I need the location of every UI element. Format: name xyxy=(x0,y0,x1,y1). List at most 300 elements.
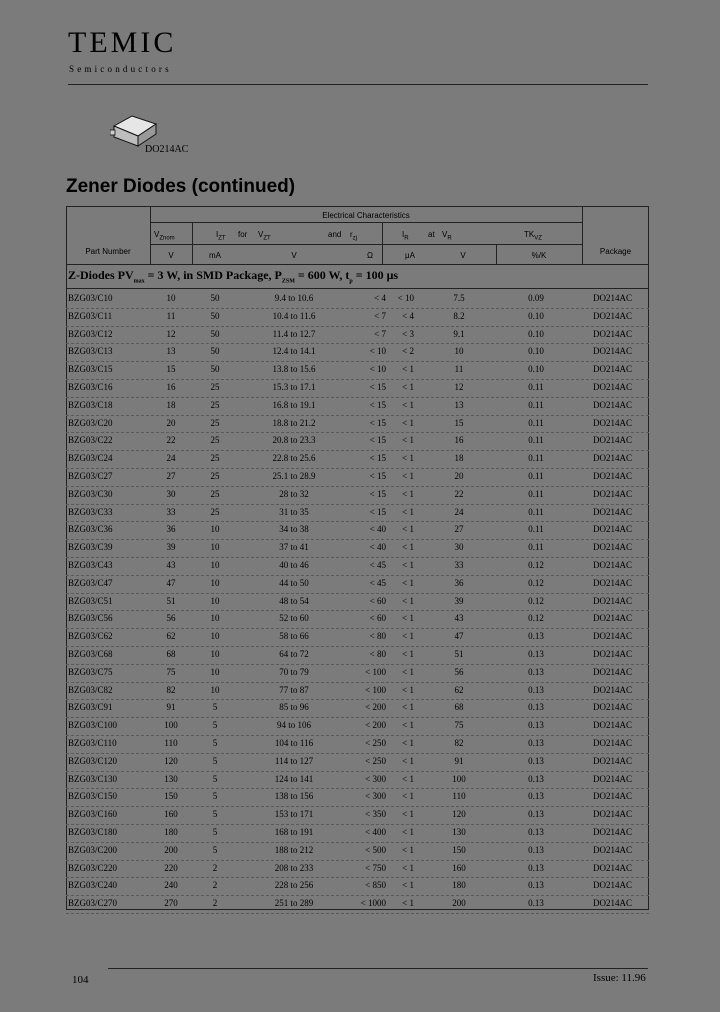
cell-rzj: < 850 xyxy=(365,880,386,891)
cell-vzt-range: 34 to 38 xyxy=(279,524,309,535)
cell-tk: 0.10 xyxy=(528,310,544,321)
cell-part-number: BZG03/C12 xyxy=(68,328,113,339)
cell-rzj: < 15 xyxy=(369,382,386,392)
group-title-sub3: p xyxy=(349,278,353,285)
table-row xyxy=(66,788,649,807)
cell-izt: 25 xyxy=(210,435,220,446)
cell-part-number: BZG03/C100 xyxy=(68,720,118,731)
rule-under-group xyxy=(66,288,649,289)
cell-part-number: BZG03/C43 xyxy=(68,560,113,570)
brand-logo: TEMIC xyxy=(68,26,177,59)
cell-ir: < 1 xyxy=(402,720,414,731)
cell-rzj: < 100 xyxy=(365,666,386,677)
table-row xyxy=(66,717,649,736)
cell-package: DO214AC xyxy=(592,613,632,624)
header-for: for xyxy=(238,230,248,239)
cell-rzj: < 200 xyxy=(365,702,386,713)
rule-under-units xyxy=(66,264,649,265)
cell-tk: 0.11 xyxy=(528,399,544,410)
table-row xyxy=(66,628,649,647)
header-rule xyxy=(68,84,648,85)
brand-subtitle: Semiconductors xyxy=(69,64,172,74)
table-row xyxy=(66,593,649,612)
cell-rzj: < 200 xyxy=(365,720,386,731)
cell-ir: < 4 xyxy=(402,310,414,321)
cell-rzj: < 750 xyxy=(365,862,386,873)
cell-part-number: BZG03/C110 xyxy=(68,738,117,748)
cell-vr: 24 xyxy=(454,506,464,517)
header-izt-symbol: I xyxy=(216,230,219,239)
cell-izt: 10 xyxy=(210,631,220,642)
cell-package: DO214AC xyxy=(592,791,632,802)
header-vzt-sub: ZT xyxy=(263,235,271,242)
cell-tk: 0.13 xyxy=(528,649,544,659)
header-tk xyxy=(524,230,542,242)
table-row xyxy=(66,735,649,754)
cell-vr: 82 xyxy=(454,738,464,748)
cell-package: DO214AC xyxy=(592,809,632,820)
cell-package: DO214AC xyxy=(592,328,632,339)
cell-vr: 9.1 xyxy=(453,328,465,339)
cell-part-number: BZG03/C120 xyxy=(68,755,118,766)
cell-package: DO214AC xyxy=(592,399,632,410)
cell-izt: 5 xyxy=(212,738,218,748)
cell-izt: 25 xyxy=(210,488,220,499)
cell-package: DO214AC xyxy=(592,862,632,873)
cell-vz-nom: 160 xyxy=(164,809,178,820)
cell-package: DO214AC xyxy=(592,827,632,837)
cell-package: DO214AC xyxy=(592,364,632,375)
table-row xyxy=(66,557,649,576)
cell-vz-nom: 270 xyxy=(164,898,178,909)
cell-vzt-range: 37 to 41 xyxy=(279,542,309,553)
cell-package: DO214AC xyxy=(592,666,632,677)
cell-izt: 2 xyxy=(212,862,218,873)
cell-vzt-range: 70 to 79 xyxy=(279,666,309,677)
cell-izt: 10 xyxy=(210,560,220,570)
cell-package: DO214AC xyxy=(592,898,632,909)
cell-vr: 16 xyxy=(454,435,464,446)
cell-izt: 10 xyxy=(210,649,220,659)
cell-tk: 0.13 xyxy=(528,666,544,677)
cell-vz-nom: 10 xyxy=(166,293,176,303)
cell-vz-nom: 27 xyxy=(166,471,176,481)
cell-part-number: BZG03/C13 xyxy=(68,346,113,357)
group-title-a: Z-Diodes PV xyxy=(68,268,134,282)
cell-vz-nom: 12 xyxy=(166,328,176,339)
cell-izt: 25 xyxy=(210,506,220,517)
cell-package: DO214AC xyxy=(592,435,632,446)
cell-vz-nom: 39 xyxy=(166,542,176,553)
cell-vzt-range: 11.4 to 12.7 xyxy=(272,328,316,339)
cell-vz-nom: 11 xyxy=(166,310,176,321)
cell-vz-nom: 36 xyxy=(166,524,176,535)
cell-tk: 0.09 xyxy=(528,293,544,303)
cell-vzt-range: 52 to 60 xyxy=(279,613,309,624)
cell-package: DO214AC xyxy=(592,880,632,891)
header-vznom-symbol: V xyxy=(154,230,160,239)
cell-izt: 5 xyxy=(212,791,218,802)
cell-vr: 120 xyxy=(452,809,466,820)
cell-rzj: < 60 xyxy=(369,595,386,606)
cell-vr: 91 xyxy=(454,755,464,766)
cell-ir: < 1 xyxy=(402,755,414,766)
table-row xyxy=(66,895,649,914)
cell-part-number: BZG03/C240 xyxy=(68,880,118,891)
cell-izt: 10 xyxy=(210,577,220,588)
header-rzj xyxy=(350,230,357,242)
table-row xyxy=(66,468,649,487)
header-rzj-symbol: r xyxy=(350,230,353,239)
cell-vzt-range: 208 to 233 xyxy=(274,862,314,873)
cell-part-number: BZG03/C130 xyxy=(68,773,118,784)
cell-ir: < 1 xyxy=(402,666,414,677)
cell-ir: < 1 xyxy=(402,809,414,820)
header-part-number: Part Number xyxy=(85,247,131,256)
cell-ir: < 1 xyxy=(402,595,414,606)
table-row xyxy=(66,397,649,416)
cell-rzj: < 300 xyxy=(365,791,386,802)
cell-rzj: < 7 xyxy=(374,328,386,339)
table-row xyxy=(66,575,649,594)
cell-part-number: BZG03/C39 xyxy=(68,542,113,553)
cell-vr: 160 xyxy=(452,862,466,873)
cell-izt: 50 xyxy=(210,346,220,357)
cell-ir: < 1 xyxy=(402,524,414,535)
cell-rzj: < 40 xyxy=(369,542,386,553)
cell-tk: 0.13 xyxy=(528,898,544,909)
header-vznom xyxy=(154,230,175,242)
cell-tk: 0.11 xyxy=(528,506,544,517)
cell-package: DO214AC xyxy=(592,310,632,321)
cell-izt: 25 xyxy=(210,453,220,464)
cell-vr: 30 xyxy=(454,542,464,553)
cell-tk: 0.12 xyxy=(528,595,544,606)
cell-vzt-range: 10.4 to 11.6 xyxy=(272,310,316,321)
cell-vr: 200 xyxy=(452,898,466,909)
cell-vz-nom: 150 xyxy=(164,791,178,802)
cell-vz-nom: 51 xyxy=(166,595,176,606)
cell-izt: 10 xyxy=(210,613,220,624)
table-row xyxy=(66,842,649,861)
cell-vz-nom: 47 xyxy=(166,577,176,588)
cell-ir: < 1 xyxy=(402,577,414,588)
cell-package: DO214AC xyxy=(592,293,632,303)
cell-vz-nom: 130 xyxy=(164,773,178,784)
table-row xyxy=(66,308,649,327)
cell-vzt-range: 138 to 156 xyxy=(274,791,314,802)
cell-package: DO214AC xyxy=(592,524,632,535)
cell-vz-nom: 62 xyxy=(166,631,176,642)
cell-vzt-range: 20.8 to 23.3 xyxy=(272,435,316,446)
cell-package: DO214AC xyxy=(592,560,632,570)
cell-ir: < 1 xyxy=(402,542,414,553)
cell-part-number: BZG03/C33 xyxy=(68,506,113,517)
table-row xyxy=(66,450,649,469)
cell-vz-nom: 56 xyxy=(166,613,176,624)
cell-vz-nom: 18 xyxy=(166,399,176,410)
cell-tk: 0.13 xyxy=(528,631,544,642)
cell-vz-nom: 82 xyxy=(166,684,176,695)
cell-tk: 0.12 xyxy=(528,613,544,624)
cell-vzt-range: 44 to 50 xyxy=(279,577,309,588)
cell-vz-nom: 91 xyxy=(166,702,176,713)
table-row xyxy=(66,877,649,896)
cell-izt: 10 xyxy=(210,524,220,535)
cell-vz-nom: 75 xyxy=(166,666,176,677)
cell-vr: 20 xyxy=(454,471,464,481)
cell-izt: 50 xyxy=(210,364,220,375)
header-and: and xyxy=(328,230,342,239)
header-izt-sub: ZT xyxy=(218,235,226,242)
cell-vr: 100 xyxy=(452,773,466,784)
cell-tk: 0.12 xyxy=(528,577,544,588)
cell-rzj: < 10 xyxy=(369,346,386,357)
cell-tk: 0.11 xyxy=(528,382,544,392)
cell-vzt-range: 18.8 to 21.2 xyxy=(272,417,316,428)
cell-vz-nom: 100 xyxy=(164,720,178,731)
cell-tk: 0.10 xyxy=(528,346,544,357)
issue-date: Issue: 11.96 xyxy=(593,972,646,984)
table-row xyxy=(66,432,649,451)
cell-ir: < 1 xyxy=(402,827,414,837)
cell-ir: < 1 xyxy=(402,453,414,464)
cell-package: DO214AC xyxy=(592,595,632,606)
cell-vz-nom: 20 xyxy=(166,417,176,428)
cell-tk: 0.13 xyxy=(528,809,544,820)
cell-vr: 150 xyxy=(452,844,466,855)
table-row xyxy=(66,646,649,665)
cell-tk: 0.13 xyxy=(528,755,544,766)
table-row xyxy=(66,664,649,683)
cell-package: DO214AC xyxy=(592,702,632,713)
cell-tk: 0.13 xyxy=(528,791,544,802)
cell-vzt-range: 64 to 72 xyxy=(279,649,309,659)
cell-izt: 2 xyxy=(212,898,218,909)
cell-vzt-range: 85 to 96 xyxy=(279,702,309,713)
cell-vz-nom: 110 xyxy=(164,738,178,748)
cell-ir: < 2 xyxy=(402,346,414,357)
cell-izt: 5 xyxy=(212,702,218,713)
cell-ir: < 1 xyxy=(402,631,414,642)
cell-package: DO214AC xyxy=(592,542,632,553)
cell-rzj: < 7 xyxy=(374,310,386,321)
cell-vzt-range: 114 to 127 xyxy=(274,755,314,766)
cell-rzj: < 400 xyxy=(365,827,386,837)
cell-vr: 75 xyxy=(454,720,464,731)
unit-ir: μA xyxy=(405,251,415,260)
cell-part-number: BZG03/C200 xyxy=(68,844,118,855)
cell-package: DO214AC xyxy=(592,649,632,659)
cell-tk: 0.11 xyxy=(528,542,544,553)
cell-part-number: BZG03/C18 xyxy=(68,399,113,410)
cell-vr: 7.5 xyxy=(453,293,465,303)
table-row xyxy=(66,610,649,629)
cell-rzj: < 45 xyxy=(369,560,386,570)
cell-vzt-range: 40 to 46 xyxy=(279,560,309,570)
table-row xyxy=(66,771,649,790)
cell-izt: 5 xyxy=(212,844,218,855)
unit-tk: %/K xyxy=(531,251,547,260)
cell-ir: < 1 xyxy=(402,399,414,410)
cell-vzt-range: 168 to 191 xyxy=(274,827,314,837)
cell-vz-nom: 22 xyxy=(166,435,176,446)
page-number: 104 xyxy=(72,974,89,986)
cell-rzj: < 10 xyxy=(369,364,386,375)
cell-vz-nom: 30 xyxy=(166,488,176,499)
header-rzj-sub: zj xyxy=(352,235,358,242)
cell-izt: 10 xyxy=(210,595,220,606)
cell-tk: 0.11 xyxy=(528,471,544,481)
cell-vz-nom: 33 xyxy=(166,506,176,517)
cell-izt: 25 xyxy=(210,382,220,392)
header-izt xyxy=(216,230,226,242)
cell-vzt-range: 124 to 141 xyxy=(274,773,314,784)
cell-rzj: < 80 xyxy=(369,649,386,659)
cell-vz-nom: 68 xyxy=(166,649,176,659)
cell-rzj: < 4 xyxy=(374,293,386,303)
cell-ir: < 1 xyxy=(402,435,414,446)
cell-izt: 50 xyxy=(210,310,220,321)
cell-vr: 27 xyxy=(454,524,464,535)
header-ir-symbol: I xyxy=(402,230,405,239)
table-row xyxy=(66,415,649,434)
cell-part-number: BZG03/C160 xyxy=(68,809,118,820)
table-row xyxy=(66,504,649,523)
cell-vzt-range: 22.8 to 25.6 xyxy=(272,453,316,464)
unit-vz: V xyxy=(168,251,174,260)
cell-ir: < 1 xyxy=(402,471,414,481)
cell-ir: < 1 xyxy=(402,773,414,784)
cell-vr: 56 xyxy=(454,666,464,677)
header-tk-symbol: TK xyxy=(524,230,535,239)
cell-vzt-range: 153 to 171 xyxy=(274,809,314,820)
cell-vz-nom: 24 xyxy=(166,453,176,464)
cell-rzj: < 250 xyxy=(365,738,386,748)
cell-tk: 0.11 xyxy=(528,524,544,535)
cell-tk: 0.11 xyxy=(528,417,544,428)
cell-rzj: < 40 xyxy=(369,524,386,535)
cell-vz-nom: 220 xyxy=(164,862,178,873)
cell-rzj: < 80 xyxy=(369,631,386,642)
cell-izt: 50 xyxy=(210,293,220,303)
cell-vz-nom: 200 xyxy=(164,844,178,855)
cell-vr: 130 xyxy=(452,827,466,837)
cell-tk: 0.13 xyxy=(528,827,544,837)
cell-tk: 0.13 xyxy=(528,773,544,784)
cell-vr: 15 xyxy=(454,417,464,428)
cell-part-number: BZG03/C16 xyxy=(68,382,113,392)
cell-vr: 11 xyxy=(454,364,464,375)
cell-ir: < 1 xyxy=(402,844,414,855)
cell-vr: 10 xyxy=(454,346,464,357)
cell-ir: < 1 xyxy=(402,506,414,517)
cell-ir: < 1 xyxy=(402,649,414,659)
cell-rzj: < 15 xyxy=(369,471,386,481)
cell-vr: 62 xyxy=(454,684,464,695)
cell-package: DO214AC xyxy=(592,577,632,588)
cell-part-number: BZG03/C36 xyxy=(68,524,113,535)
cell-vz-nom: 13 xyxy=(166,346,176,357)
unit-vr: V xyxy=(460,251,466,260)
cell-vr: 51 xyxy=(454,649,464,659)
cell-package: DO214AC xyxy=(592,773,632,784)
cell-tk: 0.13 xyxy=(528,862,544,873)
cell-part-number: BZG03/C68 xyxy=(68,649,113,659)
section-title: Zener Diodes (continued) xyxy=(66,176,296,197)
cell-package: DO214AC xyxy=(592,382,632,392)
cell-part-number: BZG03/C51 xyxy=(68,595,113,606)
cell-izt: 10 xyxy=(210,684,220,695)
table-row xyxy=(66,806,649,825)
zener-table xyxy=(66,206,649,910)
cell-part-number: BZG03/C24 xyxy=(68,453,113,464)
cell-vzt-range: 58 to 66 xyxy=(279,631,309,642)
cell-part-number: BZG03/C11 xyxy=(68,310,113,321)
cell-rzj: < 15 xyxy=(369,506,386,517)
cell-rzj: < 15 xyxy=(369,453,386,464)
cell-package: DO214AC xyxy=(592,417,632,428)
cell-part-number: BZG03/C270 xyxy=(68,898,118,909)
table-row xyxy=(66,824,649,843)
cell-vr: 36 xyxy=(454,577,464,588)
cell-part-number: BZG03/C91 xyxy=(68,702,113,713)
cell-tk: 0.11 xyxy=(528,488,544,499)
cell-rzj: < 15 xyxy=(369,435,386,446)
package-label: DO214AC xyxy=(145,144,189,155)
table-row xyxy=(66,326,649,345)
cell-vzt-range: 12.4 to 14.1 xyxy=(272,346,316,357)
cell-rzj: < 15 xyxy=(369,488,386,499)
cell-ir: < 1 xyxy=(402,417,414,428)
cell-vr: 22 xyxy=(454,488,464,499)
cell-izt: 50 xyxy=(210,328,220,339)
cell-package: DO214AC xyxy=(592,488,632,499)
cell-ir: < 1 xyxy=(402,862,414,873)
header-vr xyxy=(442,230,452,242)
cell-vz-nom: 180 xyxy=(164,827,178,837)
cell-izt: 5 xyxy=(212,773,218,784)
cell-izt: 10 xyxy=(210,666,220,677)
cell-ir: < 1 xyxy=(402,880,414,891)
group-title-c: = 600 W, t xyxy=(294,268,350,282)
cell-ir: < 1 xyxy=(402,684,414,695)
cell-ir: < 1 xyxy=(402,488,414,499)
cell-ir: < 1 xyxy=(402,791,414,802)
cell-vr: 13 xyxy=(454,399,464,410)
cell-vzt-range: 104 to 116 xyxy=(274,738,314,748)
cell-vr: 12 xyxy=(454,382,464,392)
cell-vzt-range: 251 to 289 xyxy=(274,898,314,909)
cell-tk: 0.13 xyxy=(528,880,544,891)
cell-rzj: < 350 xyxy=(365,809,386,820)
cell-vr: 47 xyxy=(454,631,464,642)
cell-tk: 0.13 xyxy=(528,738,544,748)
cell-tk: 0.11 xyxy=(528,453,544,464)
group-title-d: = 100 μs xyxy=(352,268,399,282)
header-ir-sub: R xyxy=(404,235,409,242)
cell-vr: 8.2 xyxy=(453,310,465,321)
cell-package: DO214AC xyxy=(592,720,632,731)
header-at: at xyxy=(428,230,435,239)
cell-vr: 43 xyxy=(454,613,464,624)
cell-izt: 25 xyxy=(210,471,220,481)
cell-part-number: BZG03/C82 xyxy=(68,684,113,695)
cell-vzt-range: 25.1 to 28.9 xyxy=(272,471,316,481)
cell-package: DO214AC xyxy=(592,346,632,357)
header-vzt-symbol: V xyxy=(258,230,264,239)
cell-part-number: BZG03/C75 xyxy=(68,666,113,677)
